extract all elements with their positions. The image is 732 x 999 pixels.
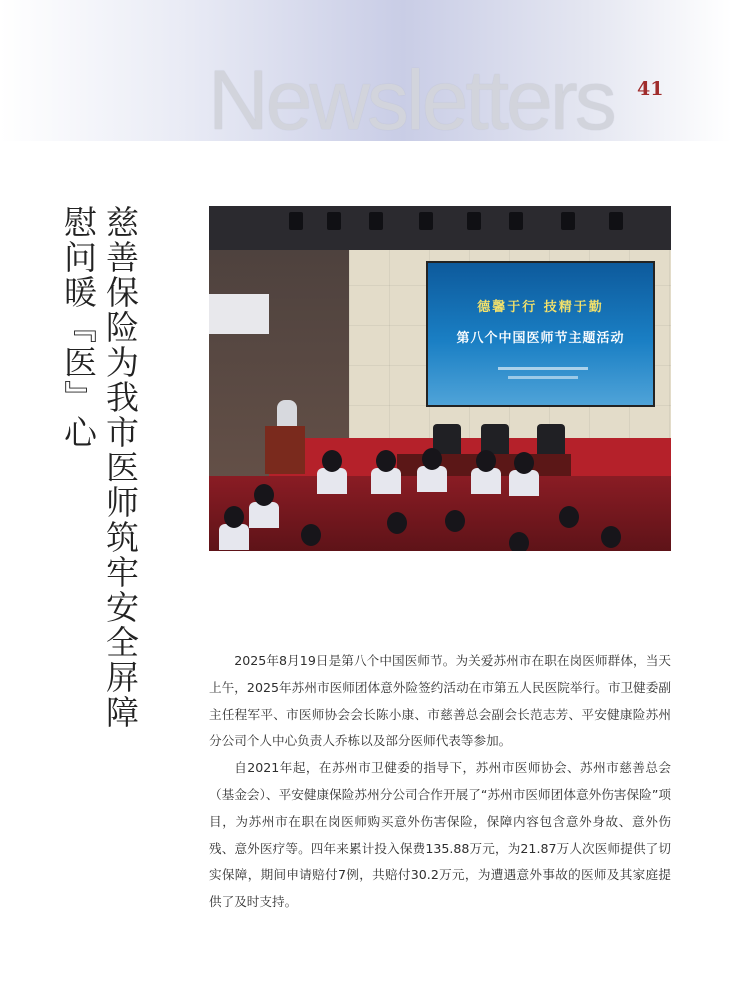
masthead-title: Newsletters [208,53,614,141]
article-body [209,648,671,916]
page-number: 41 [637,78,664,100]
photo-ceiling [209,206,671,250]
screen-event-title: 第八个中国医师节主题活动 [456,331,625,346]
stage-chair [537,424,565,454]
photo-wall-window [209,294,269,334]
audience-head [476,450,496,472]
led-screen [426,261,655,407]
event-photo [209,206,671,551]
audience-head [224,506,244,528]
speaker [277,400,297,428]
audience-head [509,532,529,551]
audience-head [445,510,465,532]
screen-slogan: 德馨于行 技精于勤 [477,300,604,315]
header-banner [0,0,732,141]
audience-head [559,506,579,528]
audience-head [387,512,407,534]
article-subtitle: 慰问暖『医』心 [59,205,98,450]
audience-head [422,448,442,470]
screen-small-text [508,376,578,379]
article-title: 慈善保险为我市医师筑牢安全屏障 [101,205,140,730]
paragraph: 自2021年起，在苏州市卫健委的指导下，苏州市医师协会、苏州市慈善总会（基金会）、平安健康保险苏州分公司合作开展了“苏州市医师团体意外伤害保险”项目，为苏州市在职在岗医师购买意外伤害保险，保障内容包含意外身故、意外伤残、意外医疗等。四年来累计投入保费135.88万元，为21.87万人次医师提供了切实保障，期间申请赔付7例，共赔付30.2万元，为遭遇意外事故的医师及其家庭提供了及时支持。 [209,760,671,910]
audience-head [254,484,274,506]
audience-head [601,526,621,548]
audience-head [514,452,534,474]
audience-head [322,450,342,472]
audience-head [376,450,396,472]
screen-small-text [498,367,588,370]
paragraph: 2025年8月19日是第八个中国医师节。为关爱苏州市在职在岗医师群体，当天上午，2025年苏州市医师团体意外险签约活动在市第五人民医院举行。市卫健委副主任程军平、市医师协会会长陈小康、市慈善总会副会长范志芳、平安健康险苏州分公司个人中心负责人乔栋以及部分医师代表等参加。 [209,653,671,749]
audience-head [301,524,321,546]
podium [265,426,305,474]
